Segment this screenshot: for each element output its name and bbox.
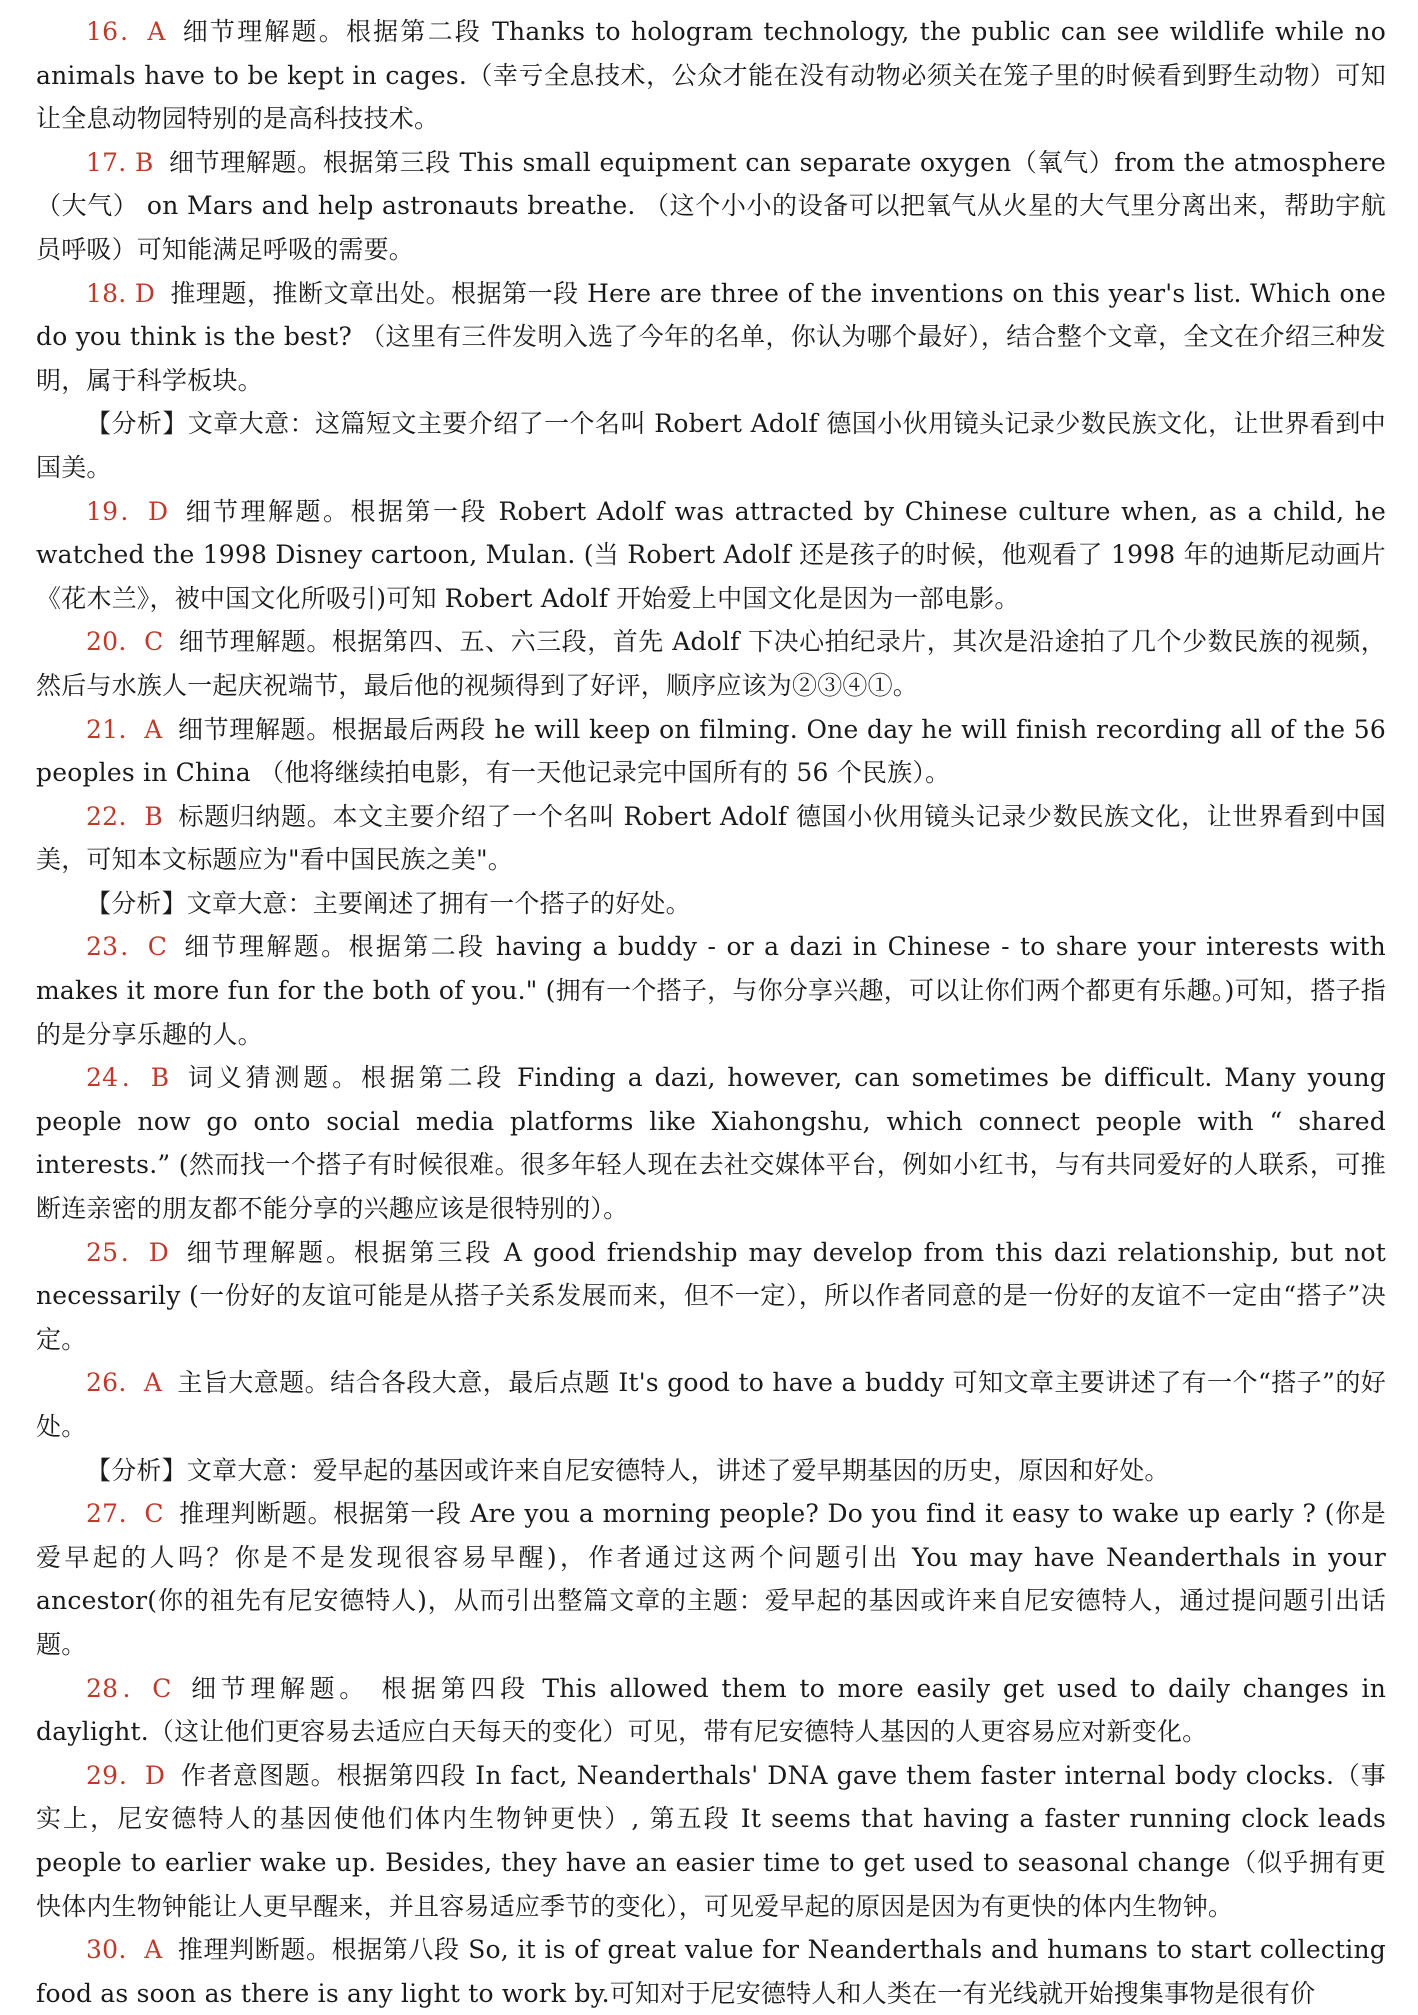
- answer-label: 16．A: [86, 17, 166, 46]
- answer-label: 21．A: [86, 714, 163, 744]
- explanation-text: 细节理解题。根据第二段 having a buddy - or a dazi in Chinese - to share your interests with makes it more fun for the both of you." (拥有一个搭子，与你分享兴趣，可以让你们两个都更有乐趣。)可知，搭子指的是分享乐趣的人。: [36, 932, 1386, 1049]
- summary-text: 【分析】文章大意：爱早起的基因或许来自尼安德特人，讲述了爱早期基因的历史，原因和好处。: [86, 1455, 1170, 1485]
- answer-label: 20．C: [86, 627, 164, 657]
- explanation-29: [36, 1754, 1386, 1928]
- answer-label: 30．A: [86, 1935, 163, 1965]
- explanation-text: 细节理解题。根据第二段 Thanks to hologram technology, the public can see wildlife while no animals have to be kept in cages.（幸亏全息技术，公众才能在没有动物必须关在笼子里的时候看到野生动物）可知让全息动物园特别的是高科技技术。: [36, 17, 1386, 134]
- explanation-text: 标题归纳题。本文主要介绍了一个名叫 Robert Adolf 德国小伙用镜头记录少数民族文化，让世界看到中国美，可知本文标题应为"看中国民族之美"。: [36, 801, 1387, 875]
- answer-label: 29．D: [86, 1760, 166, 1790]
- explanation-text: 推理判断题。根据第八段 So, it is of great value for Neanderthals and humans to start collecting food as soon as there is any light to work by.可知对于尼安德特人和人类在一有光线就开始搜集事物是很有价: [36, 1935, 1386, 2008]
- explanation-text: 推理题，推断文章出处。根据第一段 Here are three of the inventions on this year's list. Which one do you think is the best? （这里有三件发明入选了今年的名单，你认为哪个最好），结合整个文章，全文在介绍三种发明，属于科学板块。: [36, 278, 1387, 395]
- explanation-21: [36, 708, 1386, 795]
- explanation-27: [36, 1492, 1386, 1666]
- explanation-25: [36, 1231, 1386, 1362]
- passage-summary: [36, 1449, 1386, 1493]
- explanation-18: [36, 272, 1386, 403]
- answer-explanations: [36, 10, 1386, 2015]
- summary-text: 【分析】文章大意：主要阐述了拥有一个搭子的好处。: [86, 888, 691, 918]
- explanation-28: [36, 1667, 1386, 1754]
- explanation-text: 细节理解题。根据第四、五、六三段，首先 Adolf 下决心拍纪录片，其次是沿途拍了几个少数民族的视频，然后与水族人一起庆祝端节，最后他的视频得到了好评，顺序应该为②③④①。: [36, 627, 1386, 700]
- passage-summary: [36, 882, 1386, 926]
- answer-label: 23．C: [86, 932, 168, 962]
- explanation-text: 推理判断题。根据第一段 Are you a morning people? Do you find it easy to wake up early ? (你是爱早起的人吗？你是不是发现很容易早醒)，作者通过这两个问题引出 You may have Neanderthals in your ancestor(你的祖先有尼安德特人)，从而引出整篇文章的主题：爱早起的基因或许来自尼安德特人，通过提问题引出话题。: [36, 1499, 1386, 1659]
- answer-label: 18. D: [86, 278, 156, 308]
- explanation-text: 作者意图题。根据第四段 In fact, Neanderthals' DNA gave them faster internal body clocks.（事实上，尼安德特人的基因使他们体内生物钟更快）, 第五段 It seems that having a faster running clock leads people to earlier wake up. Besides, they have an easier time to get used to seasonal change（似乎拥有更快体内生物钟能让人更早醒来，并且容易适应季节的变化），可见爱早起的原因是因为有更快的体内生物钟。: [36, 1760, 1386, 1921]
- explanation-16: [36, 10, 1386, 141]
- summary-text: 【分析】文章大意：这篇短文主要介绍了一个名叫 Robert Adolf 德国小伙用镜头记录少数民族文化，让世界看到中国美。: [36, 409, 1386, 482]
- answer-label: 24．B: [86, 1063, 170, 1093]
- explanation-17: [36, 141, 1386, 272]
- passage-summary: [36, 402, 1386, 489]
- explanation-text: 细节理解题。根据第一段 Robert Adolf was attracted by Chinese culture when, as a child, he watched the 1998 Disney cartoon, Mulan. (当 Robert Adolf 还是孩子的时候，他观看了 1998 年的迪斯尼动画片《花木兰》，被中国文化所吸引)可知 Robert Adolf 开始爱上中国文化是因为一部电影。: [36, 496, 1387, 613]
- explanation-text: 细节理解题。根据第三段 A good friendship may develop from this dazi relationship, but not necessarily (一份好的友谊可能是从搭子关系发展而来，但不一定），所以作者同意的是一份好的友谊不一定由“搭子”决定。: [36, 1237, 1386, 1354]
- explanation-22: [36, 795, 1386, 882]
- explanation-text: 细节理解题。根据第三段 This small equipment can separate oxygen（氧气）from the atmosphere（大气） on Mars and help astronauts breathe. （这个小小的设备可以把氧气从火星的大气里分离出来，帮助宇航员呼吸）可知能满足呼吸的需要。: [36, 147, 1386, 264]
- answer-label: 27．C: [86, 1499, 164, 1529]
- explanation-24: [36, 1056, 1386, 1230]
- explanation-text: 主旨大意题。结合各段大意，最后点题 It's good to have a buddy 可知文章主要讲述了有一个“搭子”的好处。: [36, 1368, 1386, 1441]
- explanation-text: 细节理解题。 根据第四段 This allowed them to more easily get used to daily changes in daylight.（这让他们更容易去适应白天每天的变化）可见，带有尼安德特人基因的人更容易应对新变化。: [36, 1673, 1386, 1747]
- answer-label: 22．B: [86, 801, 163, 831]
- answer-label: 25．D: [86, 1237, 169, 1267]
- explanation-text: 细节理解题。根据最后两段 he will keep on filming. One day he will finish recording all of the 56 peoples in China （他将继续拍电影，有一天他记录完中国所有的 56 个民族）。: [36, 714, 1386, 788]
- answer-label: 19．D: [86, 496, 169, 526]
- answer-label: 17. B: [86, 147, 154, 177]
- answer-label: 26．A: [86, 1368, 163, 1398]
- explanation-text: 词义猜测题。根据第二段 Finding a dazi, however, can sometimes be difficult. Many young people now go onto social media platforms like Xiahongshu, which connect people with “ shared interests.” (然而找一个搭子有时候很难。很多年轻人现在去社交媒体平台，例如小红书，与有共同爱好的人联系，可推断连亲密的朋友都不能分享的兴趣应该是很特别的）。: [36, 1063, 1387, 1224]
- explanation-19: [36, 490, 1386, 621]
- explanation-26: [36, 1361, 1386, 1448]
- answer-label: 28．C: [86, 1673, 172, 1703]
- explanation-20: [36, 620, 1386, 707]
- explanation-23: [36, 925, 1386, 1056]
